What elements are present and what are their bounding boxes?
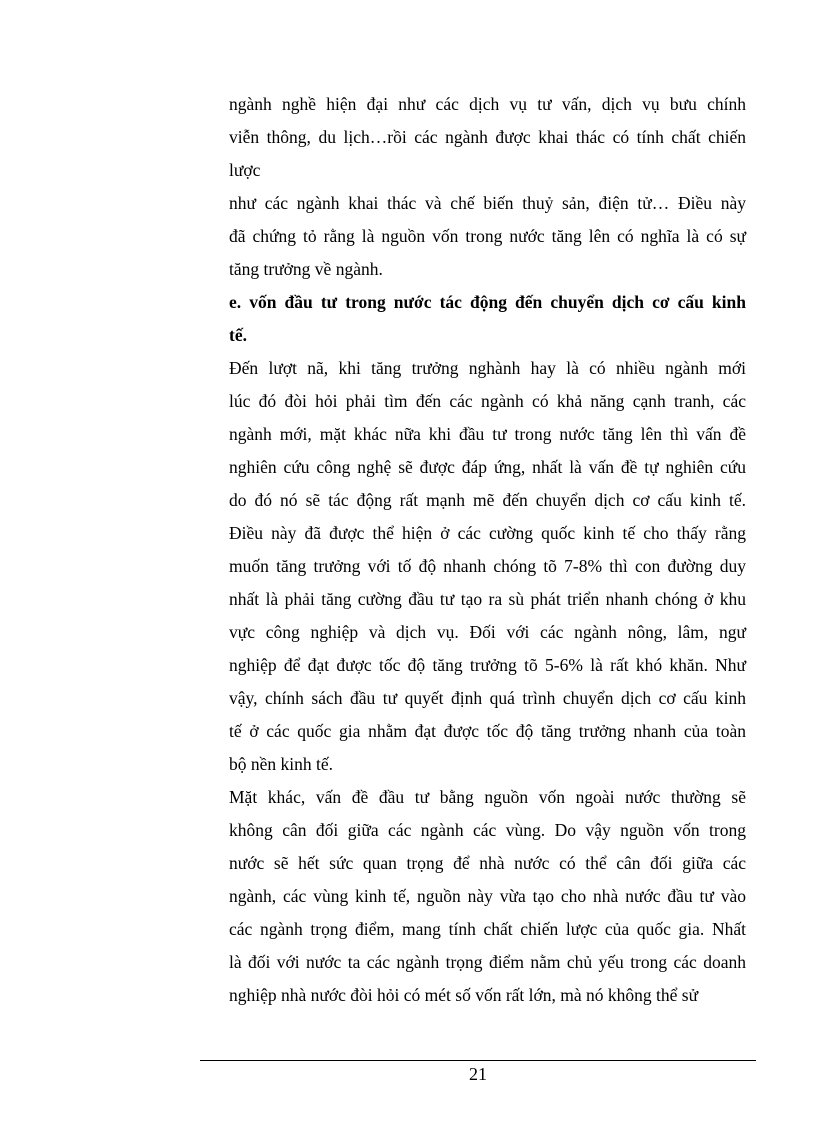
document-body bbox=[229, 88, 746, 1012]
page-number: 21 bbox=[469, 1064, 487, 1084]
section-heading bbox=[229, 286, 746, 352]
text-line: tế ở các quốc gia nhằm đạt được tốc độ tăng trưởng nhanh của toàn bbox=[229, 721, 746, 741]
text-line: viễn thông, du lịch…rồi các ngành được khai thác có tính chất chiến bbox=[229, 127, 746, 147]
text-line: e. vốn đầu tư trong nước tác động đến chuyển dịch cơ cấu kinh bbox=[229, 292, 746, 312]
text-line: nước sẽ hết sức quan trọng để nhà nước có thể cân đối giữa các bbox=[229, 853, 746, 873]
text-line: ngành, các vùng kinh tế, nguồn này vừa tạo cho nhà nước đầu tư vào bbox=[229, 886, 746, 906]
text-line: vậy, chính sách đầu tư quyết định quá trình chuyển dịch cơ cấu kinh bbox=[229, 688, 746, 708]
text-line: nghiệp để đạt được tốc độ tăng trưởng tõ 5-6% là rất khó khăn. Như bbox=[229, 655, 746, 675]
text-line: vực công nghiệp và dịch vụ. Đối với các ngành nông, lâm, ngư bbox=[229, 622, 746, 642]
text-line: như các ngành khai thác và chế biến thuỷ sản, điện tử… Điều này bbox=[229, 193, 746, 213]
text-line: bộ nền kinh tế. bbox=[229, 754, 334, 774]
text-line: Mặt khác, vấn đề đầu tư bằng nguồn vốn ngoài nước thường sẽ bbox=[229, 787, 746, 807]
text-line: không cân đối giữa các ngành các vùng. Do vậy nguồn vốn trong bbox=[229, 820, 746, 840]
text-line: ngành nghề hiện đại như các dịch vụ tư vấn, dịch vụ bưu chính bbox=[229, 94, 746, 114]
text-line: ngành mới, mặt khác nữa khi đầu tư trong nước tăng lên thì vấn đề bbox=[229, 424, 746, 444]
text-line: do đó nó sẽ tác động rất mạnh mẽ đến chuyển dịch cơ cấu kinh tế. bbox=[229, 490, 746, 510]
text-line: các ngành trọng điểm, mang tính chất chiến lược của quốc gia. Nhất bbox=[229, 919, 746, 939]
footer-divider bbox=[200, 1060, 756, 1061]
text-line: tế. bbox=[229, 325, 247, 345]
text-line: tăng trưởng về ngành. bbox=[229, 259, 383, 279]
text-line: Điều này đã được thể hiện ở các cường quốc kinh tế cho thấy rằng bbox=[229, 523, 746, 543]
paragraph bbox=[229, 88, 746, 187]
text-line: lược bbox=[229, 160, 261, 180]
paragraph bbox=[229, 352, 746, 781]
text-line: Đến lượt nã, khi tăng trưởng nghành hay là có nhiều ngành mới bbox=[229, 358, 746, 378]
text-line: muốn tăng trưởng với tố độ nhanh chóng tõ 7-8% thì con đường duy bbox=[229, 556, 746, 576]
text-line: lúc đó đòi hỏi phải tìm đến các ngành có khả năng cạnh tranh, các bbox=[229, 391, 746, 411]
text-line: nhất là phải tăng cường đầu tư tạo ra sù phát triển nhanh chóng ở khu bbox=[229, 589, 746, 609]
text-line: nghiên cứu công nghệ sẽ được đáp ứng, nhất là vấn đề tự nghiên cứu bbox=[229, 457, 746, 477]
text-line: là đối với nước ta các ngành trọng điểm nằm chủ yếu trong các doanh bbox=[229, 952, 746, 972]
paragraph bbox=[229, 781, 746, 1012]
text-line: đã chứng tỏ rằng là nguồn vốn trong nước tăng lên có nghĩa là có sự bbox=[229, 226, 746, 246]
paragraph bbox=[229, 187, 746, 286]
text-line: nghiệp nhà nước đòi hỏi có mét số vốn rất lớn, mà nó không thể sử bbox=[229, 985, 699, 1005]
